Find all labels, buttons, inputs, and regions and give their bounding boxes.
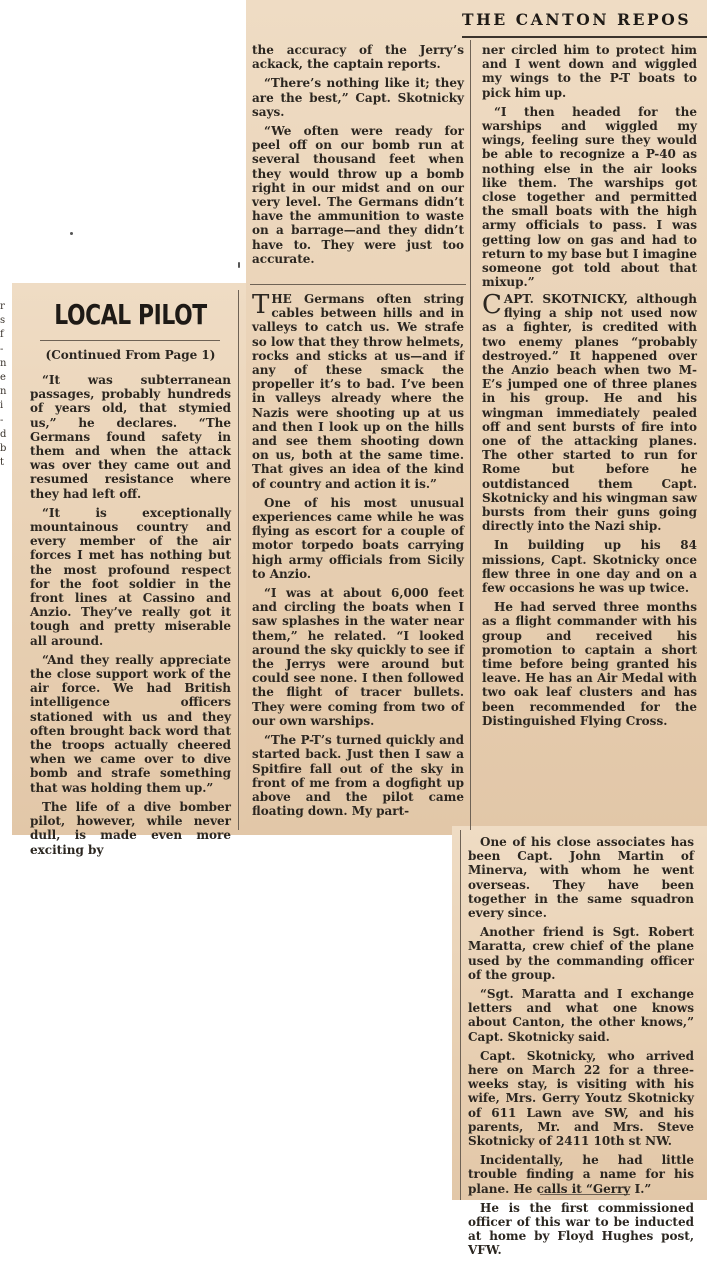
headline-rule — [40, 340, 220, 341]
column-3-top — [482, 43, 697, 294]
section-break-rule — [250, 284, 466, 285]
margin-fragment-letter: - — [0, 343, 4, 355]
col2-paragraph: “There’s nothing like it; they are the best,” Capt. Skotnicky says. — [252, 76, 464, 119]
col2-paragraph: One of his most unusual experiences came while he was flying as escort for a couple of motor torpedo boats carrying high army officials from Sicily to Anzio. — [252, 495, 464, 581]
column-3-section — [482, 292, 697, 733]
article-headline: LOCAL PILOT — [54, 298, 207, 331]
column-1 — [30, 373, 231, 862]
column-rule-1 — [238, 290, 239, 830]
col3-section-lead: CAPT. SKOTNICKY, although flying a ship not used now as a fighter, is credited with two enemy planes “probably destroyed.” It happened over the Anzio beach when two M-E’s jumped one of three planes in his group. He and his wingman immediately pealed off and sent bursts of fire into one of the attacking planes. The other started to run for Rome but before he outdistanced them Capt. Skotnicky and his wingman saw bursts from their guns going directly into the Nazi ship. — [482, 290, 697, 534]
col1-paragraph: “It is exceptionally mountainous country and every member of the air forces I met has nothing but the most profound respect for the foot soldier in the front lines at Cassino and Anzio. They’ve really got it tough and pretty miserable all around. — [30, 505, 231, 648]
column-2-top — [252, 43, 464, 271]
dropcap: T — [252, 290, 270, 320]
stray-mark — [70, 232, 73, 235]
continued-from-page-1: (Continued From Page 1) — [45, 348, 216, 362]
margin-fragment-letter: i — [0, 400, 4, 412]
col3-paragraph: He is the first commissioned officer of this war to be inducted at home by Floyd Hughes post, VFW. — [468, 1200, 694, 1258]
col1-paragraph: “It was subterranean passages, probably hundreds of years old, that stymied us,” he declares. “The Germans found safety in them and when the attack was over they came out and resumed resistance where they had left off. — [30, 373, 231, 501]
col3-paragraph: In building up his 84 missions, Capt. Skotnicky once flew three in one day and on a few occasions he was up twice. — [482, 538, 697, 596]
col3-paragraph: ner circled him to protect him and I went down and wiggled my wings to the P-T boats to pick him up. — [482, 43, 697, 100]
col1-paragraph: “And they really appreciate the close support work of the air force. We had British intelligence officers stationed with us and they often brought back word that the troops actually cheered when we came over to dive bomb and strafe something that was holding them up.” — [30, 652, 231, 795]
margin-fragment-letter: t — [0, 457, 5, 469]
col2-paragraph: “The P-T’s turned quickly and started back. Just then I saw a Spitfire fall out of the sky in front of me from a dogfight up above and the pilot came floating down. My part- — [252, 733, 464, 819]
col2-paragraph: “We often were ready for peel off on our bomb run at several thousand feet when they would throw up a bomb right in our midst and on our very level. The Germans didn’t have the ammunition to waste on a barrage—and they didn’t have to. They were just too accurate. — [252, 124, 464, 266]
margin-fragment-letter: b — [0, 442, 7, 454]
col3-paragraph: Incidentally, he had little trouble finding a name for his plane. He calls it “Gerry I.” — [468, 1153, 694, 1196]
column-3-lower — [468, 835, 694, 1263]
margin-fragment-letter: d — [0, 428, 7, 440]
column-2-bottom — [252, 292, 464, 823]
dropcap: C — [482, 290, 502, 320]
margin-fragment-letter: e — [0, 371, 6, 383]
col2-section-lead: THE Germans often string cables between hills and in valleys to catch us. We strafe so low that they throw helmets, rocks and sticks at us—and if any of these smack the propeller it’s to bad. I’ve been in valleys already where the Nazis were shooting up at us and then I look up on the hills and see them shooting down on us, both at the same time. That gives an idea of the kind of country and action it is.” — [252, 290, 464, 491]
column-rule-3 — [460, 830, 461, 1200]
col3-paragraph: “I then headed for the warships and wiggled my wings, feeling sure they would be able to recognize a P-40 as nothing else in the air looks like them. The warships got close together and permitted the small boats with the high army officials to pass. I was getting low on gas and had to return to my base but I imagine someone got told about that mixup.” — [482, 104, 697, 290]
col2-paragraph: “I was at about 6,000 feet and circling the boats when I saw splashes in the water near them,” he related. “I looked around the sky quickly to see if the Jerrys were around but could see none. I then followed the flight of tracer bullets. They were coming from two of our own warships. — [252, 586, 464, 728]
col3-paragraph: Another friend is Sgt. Robert Maratta, crew chief of the plane used by the commanding officer of the group. — [468, 925, 694, 982]
newspaper-masthead: THE CANTON REPOS — [462, 10, 692, 29]
col1-paragraph: The life of a dive bomber pilot, however, while never dull, is made even more exciting by — [30, 799, 231, 857]
margin-fragment-letter: n — [0, 357, 7, 369]
column-rule-2 — [470, 40, 471, 830]
margin-fragment-letter: f — [0, 329, 4, 341]
col3-paragraph: Capt. Skotnicky, who arrived here on March 22 for a three-weeks stay, is visiting with his wife, Mrs. Gerry Youtz Skotnicky of 611 Lawn ave SW, and his parents, Mr. and Mrs. Steve Skotnicky of 2411 10th st NW. — [468, 1048, 694, 1149]
margin-fragment-letter: s — [0, 315, 6, 327]
left-margin-fragment — [0, 300, 10, 470]
margin-fragment-letter: - — [0, 414, 4, 426]
masthead-rule — [462, 36, 707, 38]
margin-fragment-letter: r — [0, 301, 5, 312]
col3-paragraph: “Sgt. Maratta and I exchange letters and what one knows about Canton, the other knows,” Capt. Skotnicky said. — [468, 987, 694, 1044]
col3-paragraph: He had served three months as a flight commander with his group and received his promotion to captain a short time before being granted his leave. He has an Air Medal with two oak leaf clusters and has been recommended for the Distinguished Flying Cross. — [482, 600, 697, 728]
stray-mark — [238, 262, 240, 268]
margin-fragment-letter: n — [0, 386, 7, 398]
col3-paragraph: One of his close associates has been Capt. John Martin of Minerva, with whom he went overseas. They have been together in the same squadron every since. — [468, 835, 694, 921]
col2-paragraph: the accuracy of the Jerry’s ackack, the captain reports. — [252, 43, 464, 72]
